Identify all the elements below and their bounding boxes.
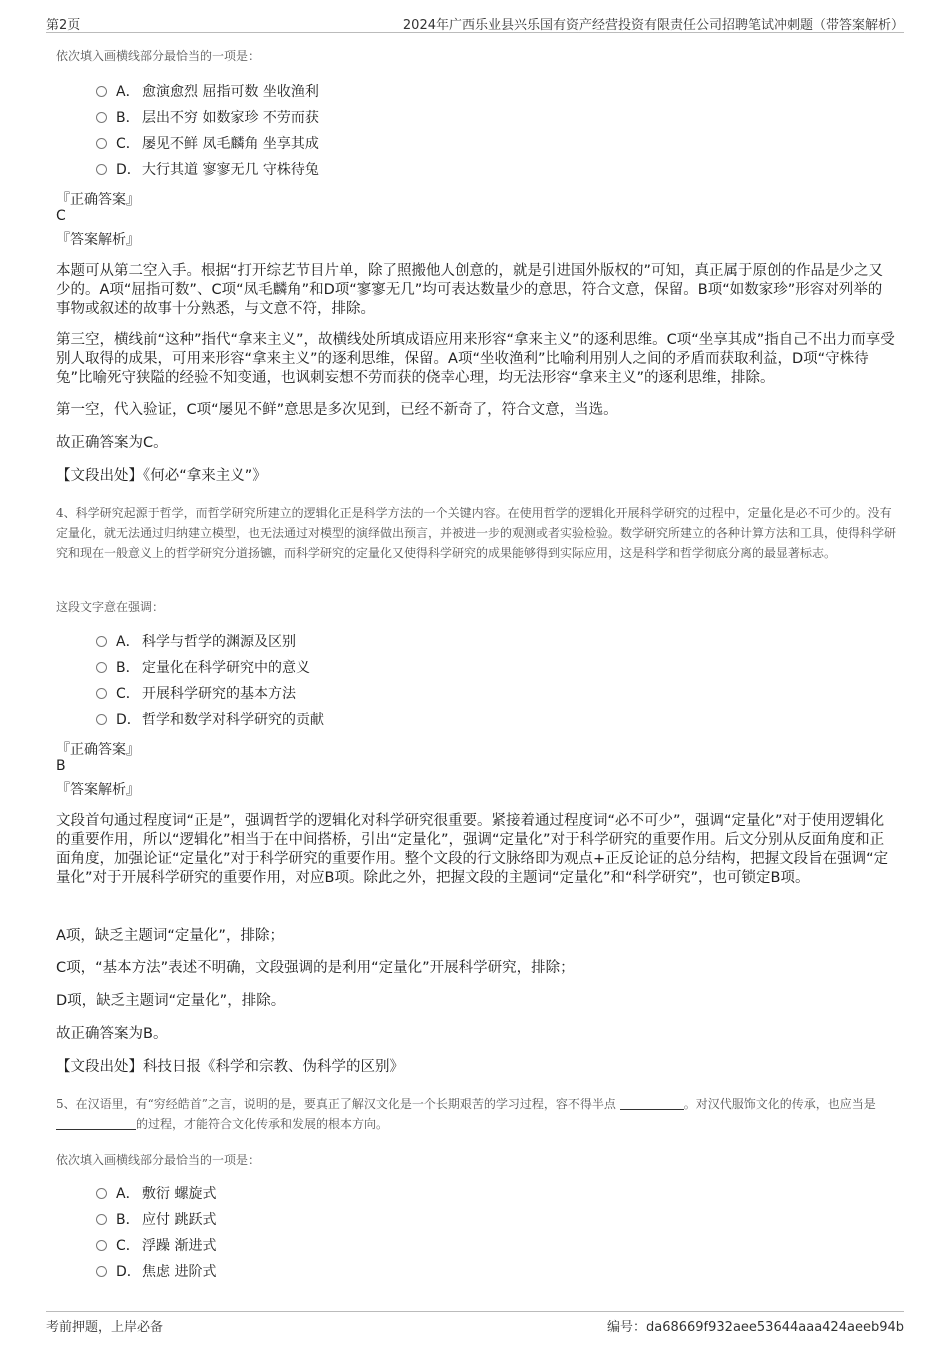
q3-prompt: 依次填入画横线部分最恰当的一项是： [56,49,261,63]
radio-icon[interactable] [96,714,107,725]
document-id: 编号：da68669f932aee53644aaa424aeeb94b [606,1320,904,1335]
document-title: 2024年广西乐业县兴乐国有资产经营投资有限责任公司招聘笔试冲刺题（带答案解析） [402,18,904,33]
q5-stem: 5、在汉语里，有“穷经皓首”之言，说明的是，要真正了解汉文化是一个长期艰苦的学习过程，容不得半点 。对汉代服饰文化的传承，也应当是 的过程，才能符合文化传承和发展的根本方向。 [56,1097,876,1131]
q3-option-a[interactable]: A． 愈演愈烈 屈指可数 坐收渔利 [96,82,319,102]
page-footer [46,1311,904,1336]
radio-icon[interactable] [96,1188,107,1199]
q4-option-d[interactable]: D．哲学和数学对科学研究的贡献 [96,710,324,730]
radio-icon[interactable] [96,86,107,97]
q5-option-b[interactable]: B． 应付 跳跃式 [96,1210,216,1230]
q5-option-c[interactable]: C． 浮躁 渐进式 [96,1236,216,1256]
page-header [46,12,904,33]
radio-icon[interactable] [96,1240,107,1251]
q4-analysis-paragraph: D项，缺乏主题词“定量化”，排除。 [56,993,286,1009]
q4-option-c[interactable]: C． 开展科学研究的基本方法 [96,684,296,704]
q4-analysis-paragraph: A项，缺乏主题词“定量化”，排除； [56,928,284,944]
fill-blank-2 [56,1117,136,1130]
q3-answer: C [56,208,66,224]
q3-source: 【文段出处】《何必“拿来主义”》 [56,468,267,484]
q4-stem: 4、科学研究起源于哲学，而哲学研究所建立的逻辑化正是科学方法的一个关键内容。在使用哲学的逻辑化开展科学研究的过程中，定量化是必不可少的。没有定量化，就无法通过归纳建立模型，也无法通过对模型的演绎做出预言，并被进一步的观测或者实验检验。数学研究所建立的各种计算方法和工具，使得科学研究和现在一般意义上的哲学研究分道扬镳，而科学研究的定量化又使得科学研究的成果能够得到实际应用，这是科学和哲学彻底分离的最显著标志。 [56,506,897,560]
radio-icon[interactable] [96,1214,107,1225]
q3-option-d[interactable]: D．大行其道 寥寥无几 守株待兔 [96,160,319,180]
q3-option-b[interactable]: B． 层出不穷 如数家珍 不劳而获 [96,108,319,128]
page-number: 第2页 [46,18,81,33]
q3-answer-label: 『正确答案』 [56,192,140,208]
q3-option-c[interactable]: C． 屡见不鲜 凤毛麟角 坐享其成 [96,134,319,154]
radio-icon[interactable] [96,138,107,149]
q5-prompt: 依次填入画横线部分最恰当的一项是： [56,1153,261,1167]
radio-icon[interactable] [96,164,107,175]
q4-analysis-paragraph: 故正确答案为B。 [56,1026,168,1042]
q4-analysis-paragraph: 文段首句通过程度词“正是”，强调哲学的逻辑化对科学研究很重要。紧接着通过程度词“必不可少”，强调“定量化”对于使用逻辑化的重要作用，所以“逻辑化”相当于在中间搭桥，引出“定量化”，强调“定量化”对于科学研究的重要作用。后文分别从反面角度和正面角度，加强论证“定量化”对于科学研究的重要作用。整个文段的行文脉络即为观点+正反论证的总分结构，把握文段旨在强调“定量化”对于开展科学研究的重要作用，对应B项。除此之外，把握文段的主题词“定量化”和“科学研究”，也可锁定B项。 [56,813,889,886]
radio-icon[interactable] [96,662,107,673]
q3-analysis-paragraph: 第三空，横线前“这种”指代“拿来主义”，故横线处所填成语应用来形容“拿来主义”的逐利思维。C项“坐享其成”指自己不出力而享受别人取得的成果，可用来形容“拿来主义”的逐利思维，保留。A项“坐收渔利”比喻利用别人之间的矛盾而获取利益，D项“守株待兔”比喻死守狭隘的经验不知变通，也讽刺妄想不劳而获的侥幸心理，均无法形容“拿来主义”的逐利思维，排除。 [56,332,895,386]
q4-analysis-label: 『答案解析』 [56,782,140,798]
radio-icon[interactable] [96,112,107,123]
q5-option-d[interactable]: D．焦虑 进阶式 [96,1262,216,1282]
q4-analysis-paragraph: C项，“基本方法”表述不明确，文段强调的是利用“定量化”开展科学研究，排除； [56,960,575,976]
q3-analysis-paragraph: 本题可从第二空入手。根据“打开综艺节目片单，除了照搬他人创意的，就是引进国外版权的”可知，真正属于原创的作品是少之又少的。A项“屈指可数”、C项“凤毛麟角”和D项“寥寥无几”均可表达数量少的意思，符合文意，保留。B项“如数家珍”形容对列举的事物或叙述的故事十分熟悉，与文意不符，排除。 [56,263,884,317]
q4-option-a[interactable]: A． 科学与哲学的渊源及区别 [96,632,296,652]
q4-prompt: 这段文字意在强调： [56,600,165,614]
footer-slogan: 考前押题，上岸必备 [46,1320,164,1335]
radio-icon[interactable] [96,688,107,699]
fill-blank-1 [620,1097,684,1110]
q3-analysis-paragraph: 故正确答案为C。 [56,435,168,451]
q5-option-a[interactable]: A． 敷衍 螺旋式 [96,1184,216,1204]
q4-answer: B [56,758,66,774]
q4-answer-label: 『正确答案』 [56,742,140,758]
q3-analysis-paragraph: 第一空，代入验证，C项“屡见不鲜”意思是多次见到，已经不新奇了，符合文意，当选。 [56,402,618,418]
radio-icon[interactable] [96,636,107,647]
q4-option-b[interactable]: B． 定量化在科学研究中的意义 [96,658,310,678]
q3-analysis-label: 『答案解析』 [56,232,140,248]
q4-source: 【文段出处】科技日报《科学和宗教、伪科学的区别》 [56,1059,404,1075]
radio-icon[interactable] [96,1266,107,1277]
